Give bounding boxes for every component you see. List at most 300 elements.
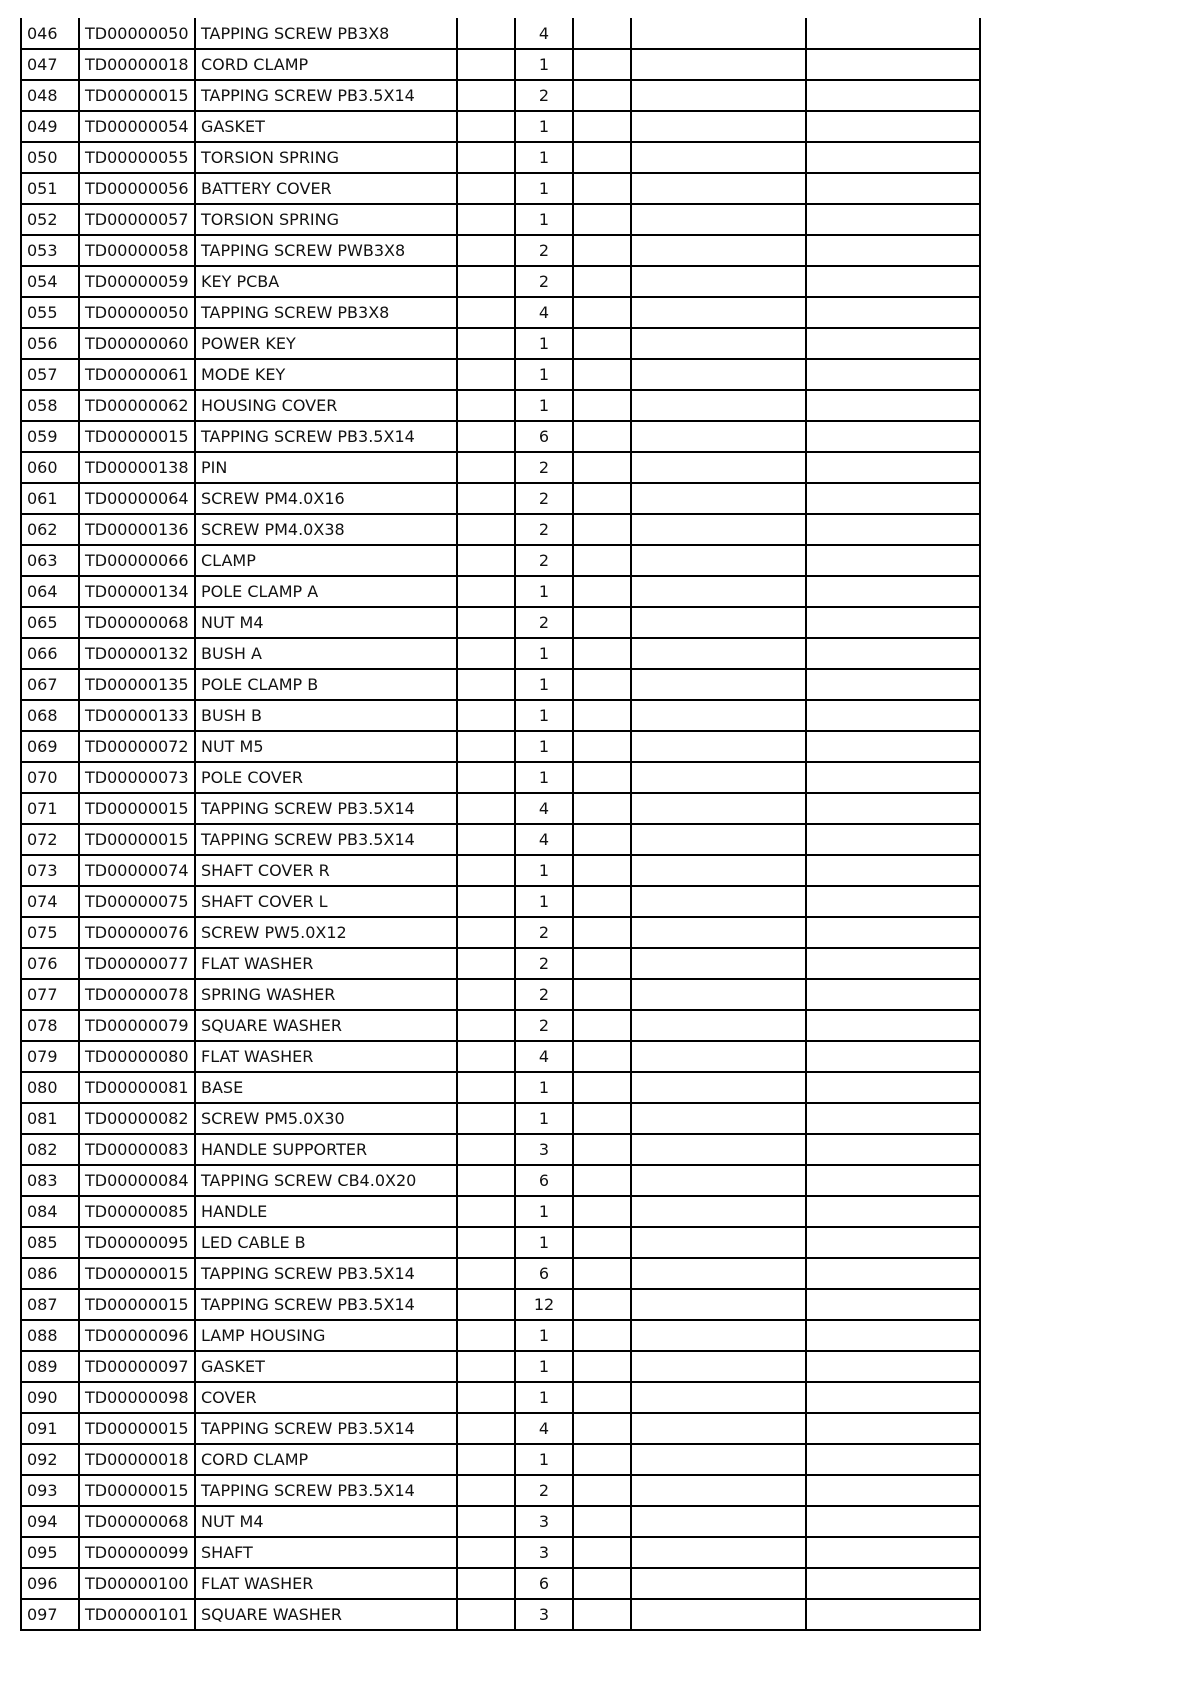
blank-cell (457, 1289, 515, 1320)
part-code-cell: TD00000015 (79, 80, 195, 111)
table-row (21, 514, 980, 545)
blank-cell (457, 514, 515, 545)
part-description-cell: HANDLE (195, 1196, 457, 1227)
part-description-cell: POLE CLAMP B (195, 669, 457, 700)
blank-cell (806, 917, 980, 948)
table-row (21, 917, 980, 948)
item-number-cell: 093 (21, 1475, 79, 1506)
blank-cell (631, 545, 806, 576)
table-row (21, 1382, 980, 1413)
item-number-cell: 070 (21, 762, 79, 793)
blank-cell (806, 452, 980, 483)
item-number-cell: 051 (21, 173, 79, 204)
part-code-cell: TD00000083 (79, 1134, 195, 1165)
quantity-cell: 1 (515, 204, 573, 235)
table-row (21, 1010, 980, 1041)
blank-cell (631, 824, 806, 855)
item-number-cell: 083 (21, 1165, 79, 1196)
blank-cell (457, 1444, 515, 1475)
blank-cell (806, 1413, 980, 1444)
blank-cell (806, 111, 980, 142)
blank-cell (806, 235, 980, 266)
part-description-cell: SQUARE WASHER (195, 1010, 457, 1041)
table-row (21, 111, 980, 142)
table-row (21, 266, 980, 297)
blank-cell (806, 1258, 980, 1289)
part-code-cell: TD00000015 (79, 793, 195, 824)
part-code-cell: TD00000081 (79, 1072, 195, 1103)
blank-cell (806, 793, 980, 824)
blank-cell (573, 483, 631, 514)
blank-cell (631, 1382, 806, 1413)
quantity-cell: 2 (515, 80, 573, 111)
quantity-cell: 3 (515, 1134, 573, 1165)
blank-cell (573, 18, 631, 49)
blank-cell (573, 1475, 631, 1506)
part-code-cell: TD00000018 (79, 49, 195, 80)
blank-cell (457, 1165, 515, 1196)
blank-cell (573, 948, 631, 979)
blank-cell (457, 328, 515, 359)
blank-cell (631, 514, 806, 545)
blank-cell (631, 452, 806, 483)
quantity-cell: 4 (515, 824, 573, 855)
part-code-cell: TD00000101 (79, 1599, 195, 1630)
table-row (21, 1475, 980, 1506)
part-code-cell: TD00000064 (79, 483, 195, 514)
part-code-cell: TD00000018 (79, 1444, 195, 1475)
blank-cell (457, 452, 515, 483)
blank-cell (573, 1506, 631, 1537)
blank-cell (806, 762, 980, 793)
blank-cell (631, 1289, 806, 1320)
item-number-cell: 080 (21, 1072, 79, 1103)
blank-cell (631, 1351, 806, 1382)
blank-cell (806, 979, 980, 1010)
quantity-cell: 4 (515, 1413, 573, 1444)
blank-cell (457, 297, 515, 328)
item-number-cell: 065 (21, 607, 79, 638)
part-code-cell: TD00000062 (79, 390, 195, 421)
part-code-cell: TD00000054 (79, 111, 195, 142)
table-row (21, 49, 980, 80)
blank-cell (457, 266, 515, 297)
blank-cell (573, 452, 631, 483)
item-number-cell: 048 (21, 80, 79, 111)
part-code-cell: TD00000097 (79, 1351, 195, 1382)
blank-cell (457, 18, 515, 49)
blank-cell (631, 1072, 806, 1103)
part-description-cell: FLAT WASHER (195, 948, 457, 979)
part-description-cell: TAPPING SCREW PB3.5X14 (195, 793, 457, 824)
part-code-cell: TD00000098 (79, 1382, 195, 1413)
blank-cell (457, 700, 515, 731)
table-row (21, 886, 980, 917)
part-code-cell: TD00000061 (79, 359, 195, 390)
blank-cell (631, 1165, 806, 1196)
quantity-cell: 1 (515, 886, 573, 917)
blank-cell (806, 1320, 980, 1351)
part-code-cell: TD00000060 (79, 328, 195, 359)
blank-cell (573, 1072, 631, 1103)
item-number-cell: 082 (21, 1134, 79, 1165)
part-description-cell: NUT M4 (195, 607, 457, 638)
item-number-cell: 057 (21, 359, 79, 390)
blank-cell (573, 359, 631, 390)
blank-cell (806, 700, 980, 731)
blank-cell (631, 1041, 806, 1072)
blank-cell (631, 111, 806, 142)
blank-cell (631, 1196, 806, 1227)
item-number-cell: 052 (21, 204, 79, 235)
blank-cell (573, 1134, 631, 1165)
part-code-cell: TD00000134 (79, 576, 195, 607)
table-row (21, 297, 980, 328)
part-description-cell: TAPPING SCREW PB3.5X14 (195, 1413, 457, 1444)
part-description-cell: SCREW PW5.0X12 (195, 917, 457, 948)
blank-cell (573, 266, 631, 297)
blank-cell (573, 1444, 631, 1475)
item-number-cell: 049 (21, 111, 79, 142)
part-code-cell: TD00000015 (79, 1475, 195, 1506)
blank-cell (457, 1568, 515, 1599)
table-row (21, 1258, 980, 1289)
blank-cell (573, 607, 631, 638)
item-number-cell: 069 (21, 731, 79, 762)
blank-cell (457, 948, 515, 979)
blank-cell (573, 576, 631, 607)
table-row (21, 979, 980, 1010)
part-description-cell: GASKET (195, 111, 457, 142)
quantity-cell: 2 (515, 917, 573, 948)
blank-cell (457, 1382, 515, 1413)
blank-cell (806, 1227, 980, 1258)
blank-cell (573, 1227, 631, 1258)
table-row (21, 1320, 980, 1351)
blank-cell (631, 421, 806, 452)
blank-cell (631, 1599, 806, 1630)
blank-cell (457, 142, 515, 173)
part-code-cell: TD00000095 (79, 1227, 195, 1258)
blank-cell (631, 483, 806, 514)
blank-cell (806, 142, 980, 173)
table-row (21, 1413, 980, 1444)
quantity-cell: 1 (515, 669, 573, 700)
blank-cell (573, 390, 631, 421)
part-description-cell: BATTERY COVER (195, 173, 457, 204)
quantity-cell: 2 (515, 452, 573, 483)
blank-cell (806, 1103, 980, 1134)
blank-cell (806, 1041, 980, 1072)
blank-cell (457, 1351, 515, 1382)
blank-cell (573, 80, 631, 111)
blank-cell (457, 1413, 515, 1444)
quantity-cell: 1 (515, 731, 573, 762)
blank-cell (806, 731, 980, 762)
blank-cell (457, 607, 515, 638)
item-number-cell: 068 (21, 700, 79, 731)
blank-cell (457, 762, 515, 793)
parts-list-table (20, 18, 981, 1631)
blank-cell (573, 1041, 631, 1072)
table-row (21, 1599, 980, 1630)
blank-cell (631, 886, 806, 917)
part-code-cell: TD00000076 (79, 917, 195, 948)
blank-cell (573, 1289, 631, 1320)
table-row (21, 1041, 980, 1072)
item-number-cell: 058 (21, 390, 79, 421)
part-description-cell: CLAMP (195, 545, 457, 576)
table-row (21, 1506, 980, 1537)
blank-cell (457, 979, 515, 1010)
part-code-cell: TD00000138 (79, 452, 195, 483)
table-row (21, 762, 980, 793)
blank-cell (806, 514, 980, 545)
part-description-cell: TORSION SPRING (195, 204, 457, 235)
part-code-cell: TD00000066 (79, 545, 195, 576)
blank-cell (631, 390, 806, 421)
quantity-cell: 1 (515, 173, 573, 204)
quantity-cell: 1 (515, 359, 573, 390)
quantity-cell: 2 (515, 514, 573, 545)
blank-cell (806, 1475, 980, 1506)
blank-cell (631, 793, 806, 824)
blank-cell (573, 1103, 631, 1134)
table-row (21, 1165, 980, 1196)
blank-cell (573, 297, 631, 328)
blank-cell (457, 359, 515, 390)
blank-cell (573, 886, 631, 917)
table-row (21, 1444, 980, 1475)
item-number-cell: 089 (21, 1351, 79, 1382)
blank-cell (573, 1351, 631, 1382)
blank-cell (631, 700, 806, 731)
blank-cell (457, 1196, 515, 1227)
quantity-cell: 1 (515, 762, 573, 793)
blank-cell (457, 1041, 515, 1072)
blank-cell (573, 1196, 631, 1227)
blank-cell (573, 514, 631, 545)
item-number-cell: 085 (21, 1227, 79, 1258)
blank-cell (573, 1010, 631, 1041)
table-row (21, 1072, 980, 1103)
blank-cell (631, 1506, 806, 1537)
table-row (21, 1134, 980, 1165)
part-description-cell: POLE CLAMP A (195, 576, 457, 607)
blank-cell (631, 328, 806, 359)
table-row (21, 421, 980, 452)
item-number-cell: 095 (21, 1537, 79, 1568)
blank-cell (806, 1382, 980, 1413)
blank-cell (631, 80, 806, 111)
quantity-cell: 3 (515, 1506, 573, 1537)
blank-cell (573, 1320, 631, 1351)
blank-cell (573, 979, 631, 1010)
item-number-cell: 087 (21, 1289, 79, 1320)
quantity-cell: 1 (515, 1227, 573, 1258)
part-description-cell: SCREW PM5.0X30 (195, 1103, 457, 1134)
blank-cell (806, 266, 980, 297)
table-row (21, 80, 980, 111)
blank-cell (457, 824, 515, 855)
part-code-cell: TD00000068 (79, 1506, 195, 1537)
blank-cell (631, 1320, 806, 1351)
part-description-cell: TAPPING SCREW PB3.5X14 (195, 824, 457, 855)
blank-cell (806, 1010, 980, 1041)
blank-cell (806, 390, 980, 421)
blank-cell (457, 483, 515, 514)
part-description-cell: TORSION SPRING (195, 142, 457, 173)
blank-cell (631, 576, 806, 607)
quantity-cell: 4 (515, 793, 573, 824)
table-row (21, 328, 980, 359)
blank-cell (573, 700, 631, 731)
blank-cell (457, 1010, 515, 1041)
part-description-cell: SHAFT (195, 1537, 457, 1568)
item-number-cell: 091 (21, 1413, 79, 1444)
blank-cell (573, 1537, 631, 1568)
item-number-cell: 094 (21, 1506, 79, 1537)
blank-cell (457, 638, 515, 669)
part-description-cell: HANDLE SUPPORTER (195, 1134, 457, 1165)
quantity-cell: 4 (515, 18, 573, 49)
part-code-cell: TD00000073 (79, 762, 195, 793)
quantity-cell: 2 (515, 1475, 573, 1506)
part-code-cell: TD00000059 (79, 266, 195, 297)
part-code-cell: TD00000100 (79, 1568, 195, 1599)
blank-cell (806, 1072, 980, 1103)
part-description-cell: SPRING WASHER (195, 979, 457, 1010)
blank-cell (806, 204, 980, 235)
blank-cell (573, 421, 631, 452)
item-number-cell: 077 (21, 979, 79, 1010)
blank-cell (457, 173, 515, 204)
blank-cell (457, 545, 515, 576)
part-description-cell: TAPPING SCREW CB4.0X20 (195, 1165, 457, 1196)
item-number-cell: 078 (21, 1010, 79, 1041)
table-row (21, 390, 980, 421)
quantity-cell: 1 (515, 576, 573, 607)
quantity-cell: 12 (515, 1289, 573, 1320)
part-description-cell: TAPPING SCREW PB3.5X14 (195, 1258, 457, 1289)
blank-cell (631, 855, 806, 886)
table-row (21, 669, 980, 700)
blank-cell (457, 1258, 515, 1289)
part-description-cell: NUT M5 (195, 731, 457, 762)
quantity-cell: 2 (515, 979, 573, 1010)
blank-cell (631, 1413, 806, 1444)
part-code-cell: TD00000085 (79, 1196, 195, 1227)
part-description-cell: POWER KEY (195, 328, 457, 359)
blank-cell (457, 1134, 515, 1165)
item-number-cell: 086 (21, 1258, 79, 1289)
blank-cell (631, 607, 806, 638)
item-number-cell: 075 (21, 917, 79, 948)
blank-cell (457, 1475, 515, 1506)
blank-cell (806, 1351, 980, 1382)
part-code-cell: TD00000096 (79, 1320, 195, 1351)
quantity-cell: 1 (515, 1103, 573, 1134)
quantity-cell: 1 (515, 142, 573, 173)
part-code-cell: TD00000136 (79, 514, 195, 545)
item-number-cell: 047 (21, 49, 79, 80)
item-number-cell: 061 (21, 483, 79, 514)
blank-cell (806, 1568, 980, 1599)
quantity-cell: 2 (515, 545, 573, 576)
quantity-cell: 3 (515, 1537, 573, 1568)
quantity-cell: 2 (515, 266, 573, 297)
item-number-cell: 059 (21, 421, 79, 452)
item-number-cell: 088 (21, 1320, 79, 1351)
blank-cell (806, 1444, 980, 1475)
part-description-cell: SCREW PM4.0X16 (195, 483, 457, 514)
quantity-cell: 6 (515, 1568, 573, 1599)
part-code-cell: TD00000080 (79, 1041, 195, 1072)
item-number-cell: 071 (21, 793, 79, 824)
part-description-cell: TAPPING SCREW PB3.5X14 (195, 1289, 457, 1320)
blank-cell (806, 359, 980, 390)
part-description-cell: NUT M4 (195, 1506, 457, 1537)
blank-cell (806, 886, 980, 917)
blank-cell (457, 390, 515, 421)
quantity-cell: 2 (515, 948, 573, 979)
part-code-cell: TD00000015 (79, 824, 195, 855)
blank-cell (806, 1599, 980, 1630)
part-code-cell: TD00000015 (79, 1413, 195, 1444)
part-description-cell: KEY PCBA (195, 266, 457, 297)
part-description-cell: SHAFT COVER L (195, 886, 457, 917)
table-row (21, 359, 980, 390)
quantity-cell: 6 (515, 421, 573, 452)
part-description-cell: SQUARE WASHER (195, 1599, 457, 1630)
table-row (21, 142, 980, 173)
parts-table-body (21, 18, 980, 1630)
part-description-cell: LAMP HOUSING (195, 1320, 457, 1351)
item-number-cell: 064 (21, 576, 79, 607)
item-number-cell: 060 (21, 452, 79, 483)
part-description-cell: FLAT WASHER (195, 1041, 457, 1072)
part-description-cell: SHAFT COVER R (195, 855, 457, 886)
part-description-cell: BASE (195, 1072, 457, 1103)
quantity-cell: 1 (515, 111, 573, 142)
blank-cell (457, 1537, 515, 1568)
quantity-cell: 4 (515, 1041, 573, 1072)
part-description-cell: TAPPING SCREW PB3.5X14 (195, 80, 457, 111)
part-description-cell: COVER (195, 1382, 457, 1413)
part-code-cell: TD00000056 (79, 173, 195, 204)
blank-cell (573, 762, 631, 793)
blank-cell (631, 235, 806, 266)
item-number-cell: 081 (21, 1103, 79, 1134)
blank-cell (806, 545, 980, 576)
part-code-cell: TD00000079 (79, 1010, 195, 1041)
quantity-cell: 2 (515, 235, 573, 266)
part-description-cell: SCREW PM4.0X38 (195, 514, 457, 545)
table-row (21, 824, 980, 855)
blank-cell (631, 1444, 806, 1475)
blank-cell (573, 49, 631, 80)
table-row (21, 731, 980, 762)
blank-cell (631, 1227, 806, 1258)
table-row (21, 855, 980, 886)
blank-cell (631, 1568, 806, 1599)
blank-cell (573, 1258, 631, 1289)
quantity-cell: 1 (515, 1072, 573, 1103)
item-number-cell: 072 (21, 824, 79, 855)
part-code-cell: TD00000078 (79, 979, 195, 1010)
blank-cell (457, 793, 515, 824)
part-description-cell: POLE COVER (195, 762, 457, 793)
